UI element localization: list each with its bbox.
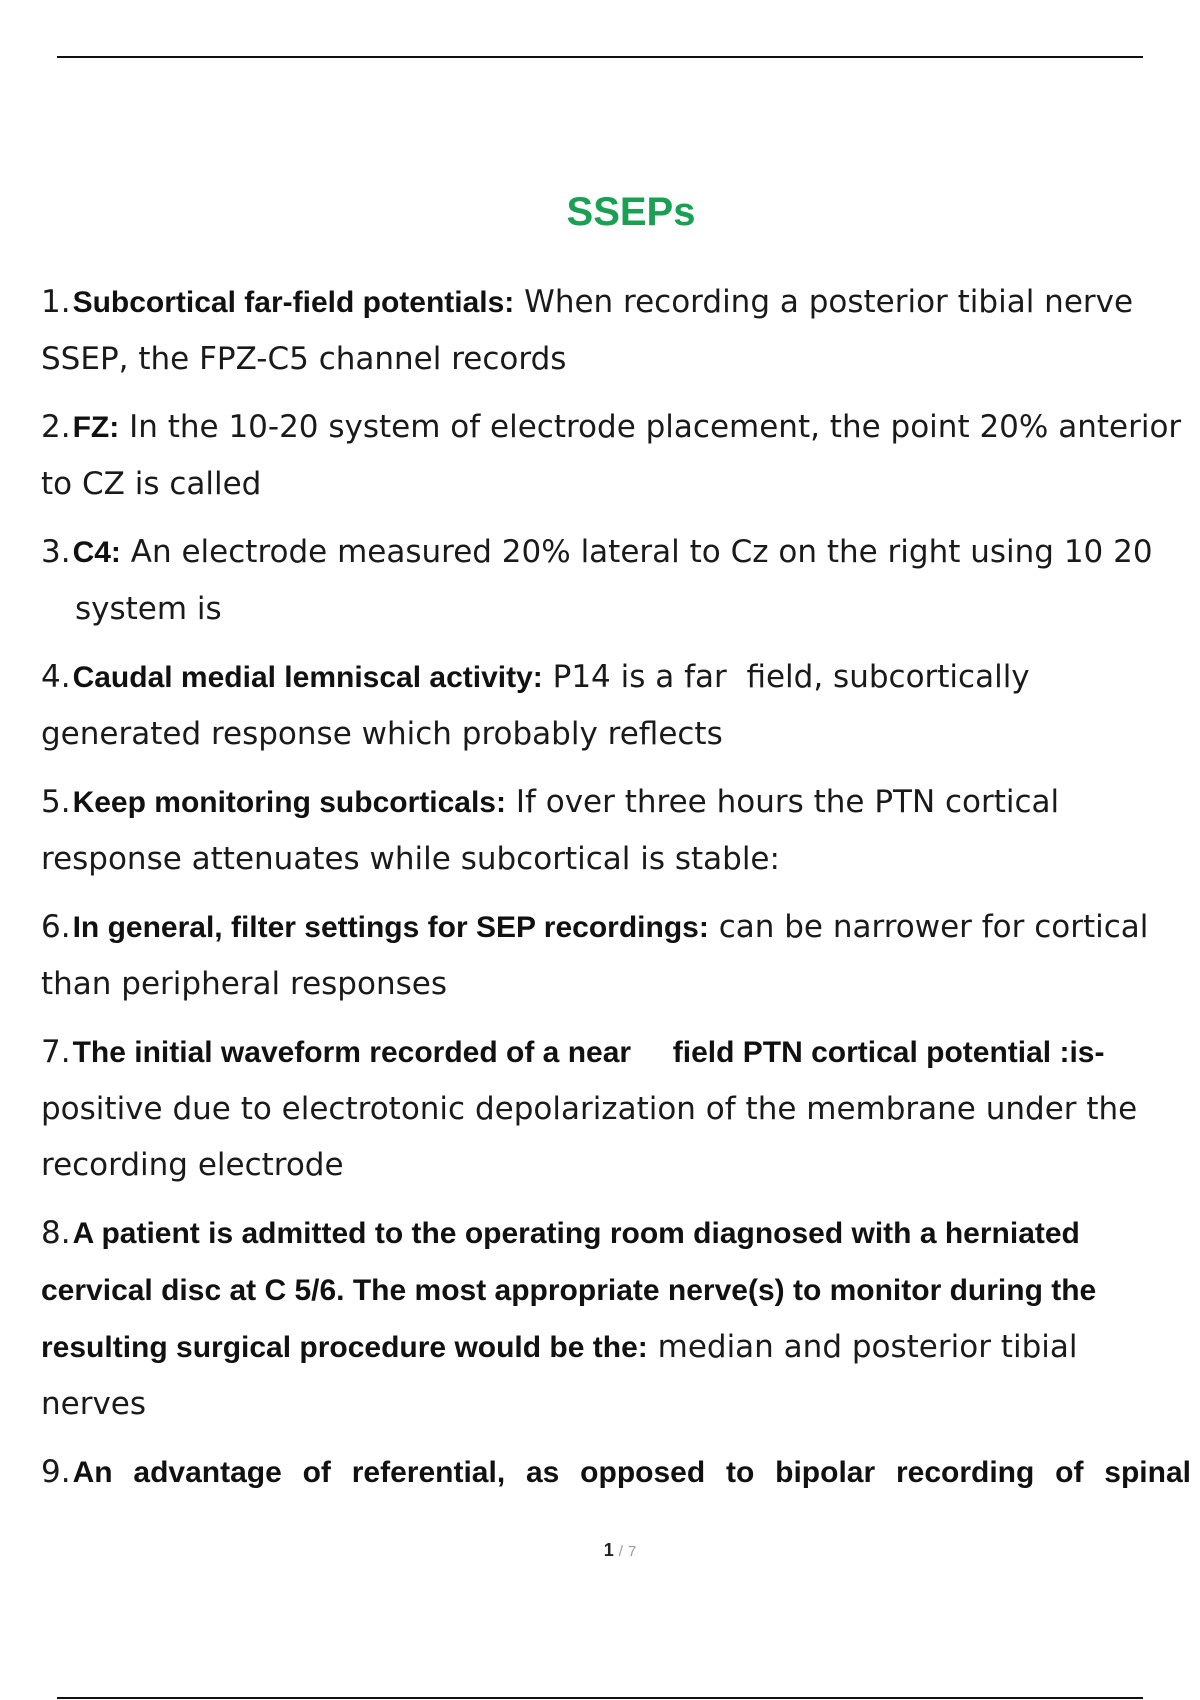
item-number: 4. xyxy=(41,659,71,695)
item-number: 1. xyxy=(41,284,71,320)
list-item xyxy=(41,649,1191,762)
list-item xyxy=(41,1024,1191,1193)
item-number: 2. xyxy=(41,409,71,445)
item-question: An advantage of referential, as opposed to bipolar recording of spinal xyxy=(72,1456,1191,1489)
item-question: Keep monitoring subcorticals: xyxy=(72,786,506,819)
question-list xyxy=(41,274,1191,1513)
item-number: 8. xyxy=(41,1215,71,1251)
total-pages: 7 xyxy=(627,1543,637,1560)
top-rule xyxy=(57,56,1143,58)
list-item xyxy=(41,774,1191,887)
list-item xyxy=(41,1205,1191,1432)
current-page: 1 xyxy=(603,1540,614,1560)
item-number: 5. xyxy=(41,784,71,820)
list-item xyxy=(41,274,1191,387)
list-item xyxy=(41,1444,1191,1501)
page-title: SSEPs xyxy=(566,190,696,234)
list-item xyxy=(41,524,1191,637)
item-answer: median and posterior tibial nerves xyxy=(41,1329,1078,1422)
item-number: 7. xyxy=(41,1034,71,1070)
item-answer: P14 is a far field, subcortically generated response which probably reflects xyxy=(41,659,1040,752)
bottom-rule xyxy=(57,1697,1143,1699)
item-question: Caudal medial lemniscal activity: xyxy=(72,661,543,694)
item-number: 3. xyxy=(41,534,71,570)
item-answer: An electrode measured 20% lateral to Cz on the right using 10 20 system is xyxy=(75,534,1153,627)
item-answer: In the 10-20 system of electrode placement, the point 20% anterior to CZ is called xyxy=(41,409,1182,502)
item-answer: When recording a posterior tibial nerve SSEP, the FPZ-C5 channel records xyxy=(41,284,1134,377)
item-answer: If over three hours the PTN cortical response attenuates while subcortical is stable: xyxy=(41,784,1060,877)
item-question: In general, filter settings for SEP recordings: xyxy=(72,911,709,944)
item-question: Subcortical far-field potentials: xyxy=(72,286,515,319)
item-question: FZ: xyxy=(72,411,120,444)
list-item xyxy=(41,399,1191,512)
item-question: C4: xyxy=(72,536,121,569)
item-number: 6. xyxy=(41,909,71,945)
page-separator: / xyxy=(618,1543,623,1560)
list-item xyxy=(41,899,1191,1012)
page-indicator xyxy=(0,1540,1200,1561)
item-question: A patient is admitted to the operating room diagnosed with a herniated cervical disc at C 5/6. The most appropriate nerve(s) to monitor during the resulting surgical procedure would be the: xyxy=(41,1217,1097,1364)
item-number: 9. xyxy=(41,1454,71,1490)
item-question: The initial waveform recorded of a near field PTN cortical potential :is- xyxy=(72,1036,1105,1069)
item-answer: positive due to electrotonic depolarization of the membrane under the recording electrode xyxy=(41,1091,1138,1183)
item-answer: can be narrower for cortical than peripheral responses xyxy=(41,909,1149,1002)
